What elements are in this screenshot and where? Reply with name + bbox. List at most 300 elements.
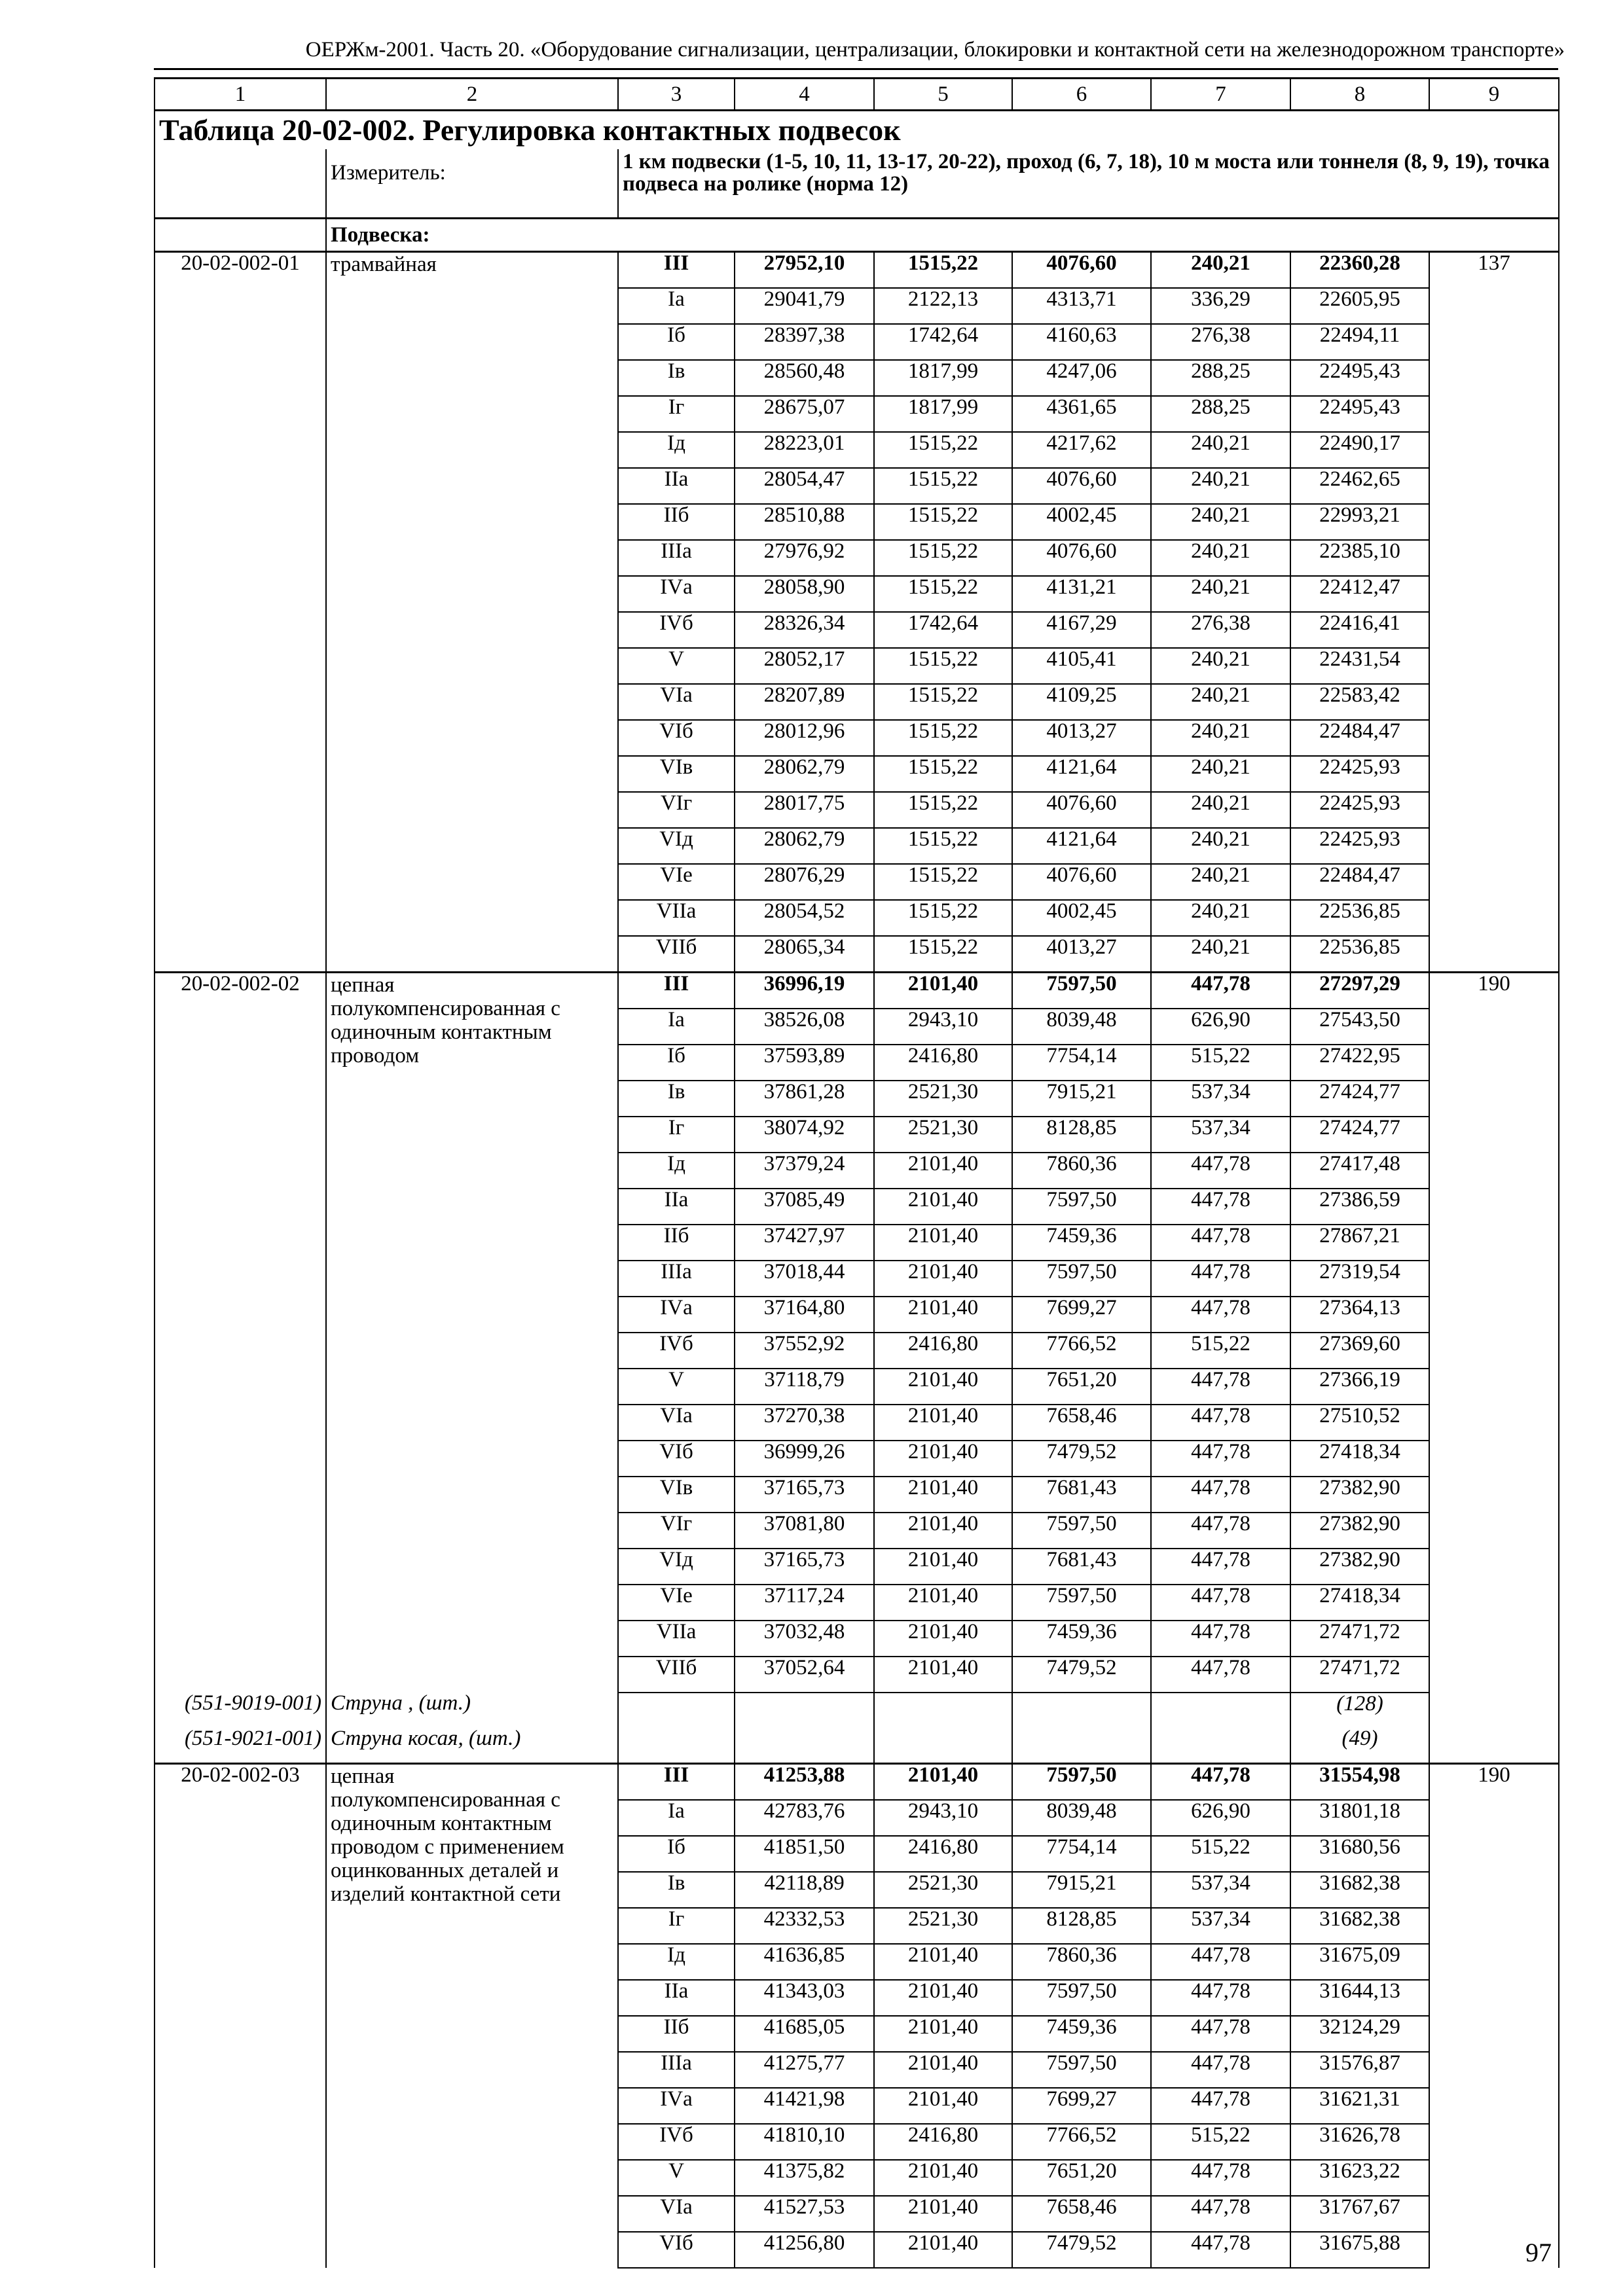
machinist-wages: 240,21 <box>1151 864 1290 900</box>
total-cost: 37052,64 <box>735 1657 874 1693</box>
machinist-wages: 537,34 <box>1151 1081 1290 1117</box>
wages: 1515,22 <box>874 576 1012 612</box>
machinist-wages: 537,34 <box>1151 1908 1290 1944</box>
machinist-wages: 240,21 <box>1151 576 1290 612</box>
total-cost: 42118,89 <box>735 1872 874 1908</box>
materials-cost: 31682,38 <box>1290 1872 1429 1908</box>
machinist-wages: 288,25 <box>1151 360 1290 396</box>
machinist-wages: 447,78 <box>1151 2052 1290 2088</box>
wages: 2101,40 <box>874 1764 1012 1801</box>
total-cost: 36999,26 <box>735 1441 874 1477</box>
wages: 2101,40 <box>874 1513 1012 1549</box>
total-cost: 28560,48 <box>735 360 874 396</box>
machinist-wages: 626,90 <box>1151 1009 1290 1045</box>
materials-cost: 22494,11 <box>1290 324 1429 360</box>
machine-cost: 7459,36 <box>1012 2016 1151 2052</box>
wages: 2101,40 <box>874 1261 1012 1297</box>
wages: 2101,40 <box>874 1549 1012 1585</box>
machinist-wages: 240,21 <box>1151 504 1290 540</box>
wages: 2101,40 <box>874 2016 1012 2052</box>
machinist-wages: 447,78 <box>1151 1189 1290 1225</box>
machinist-wages: 276,38 <box>1151 612 1290 648</box>
machine-cost: 7699,27 <box>1012 2088 1151 2124</box>
zone-code: VIв <box>618 756 735 792</box>
measure-row <box>155 149 1559 219</box>
zone-code: Iб <box>618 1045 735 1081</box>
wages: 2521,30 <box>874 1117 1012 1153</box>
zone-code: VIа <box>618 2196 735 2232</box>
wages: 1515,22 <box>874 900 1012 936</box>
machine-cost: 4013,27 <box>1012 720 1151 756</box>
machine-cost: 4076,60 <box>1012 864 1151 900</box>
materials-cost: 22462,65 <box>1290 468 1429 504</box>
wages: 1817,99 <box>874 396 1012 432</box>
machine-cost: 4076,60 <box>1012 468 1151 504</box>
machinist-wages: 447,78 <box>1151 1153 1290 1189</box>
machine-cost: 4121,64 <box>1012 756 1151 792</box>
total-cost: 41851,50 <box>735 1836 874 1872</box>
machinist-wages: 288,25 <box>1151 396 1290 432</box>
total-cost: 37085,49 <box>735 1189 874 1225</box>
page-number: 97 <box>1525 2238 1552 2267</box>
wages: 1515,22 <box>874 648 1012 684</box>
total-cost: 28062,79 <box>735 828 874 864</box>
total-cost: 41256,80 <box>735 2232 874 2268</box>
materials-cost: 31675,09 <box>1290 1944 1429 1980</box>
machinist-wages: 447,78 <box>1151 1261 1290 1297</box>
materials-cost: 22425,93 <box>1290 828 1429 864</box>
materials-cost: 31682,38 <box>1290 1908 1429 1944</box>
machine-cost: 7597,50 <box>1012 973 1151 1009</box>
zone-code: V <box>618 1369 735 1405</box>
col-number: 1 <box>155 79 326 111</box>
zone-code: Iа <box>618 288 735 324</box>
wages: 2101,40 <box>874 1477 1012 1513</box>
zone-code: Iг <box>618 396 735 432</box>
machinist-wages: 447,78 <box>1151 1549 1290 1585</box>
wages: 1515,22 <box>874 504 1012 540</box>
zone-code: Iа <box>618 1800 735 1836</box>
zone-code: VIд <box>618 1549 735 1585</box>
machine-cost: 7860,36 <box>1012 1153 1151 1189</box>
wages: 2101,40 <box>874 1297 1012 1333</box>
materials-cost: 22490,17 <box>1290 432 1429 468</box>
zone-code: V <box>618 648 735 684</box>
machine-cost: 4076,60 <box>1012 792 1151 828</box>
total-cost: 37593,89 <box>735 1045 874 1081</box>
zone-code: VIб <box>618 2232 735 2268</box>
materials-cost: 22425,93 <box>1290 756 1429 792</box>
total-cost: 41275,77 <box>735 2052 874 2088</box>
machine-cost: 4121,64 <box>1012 828 1151 864</box>
wages: 2521,30 <box>874 1872 1012 1908</box>
material-name: Струна косая, (шт.) <box>326 1728 618 1764</box>
machine-cost: 4361,65 <box>1012 396 1151 432</box>
total-cost: 37032,48 <box>735 1621 874 1657</box>
machine-cost: 4131,21 <box>1012 576 1151 612</box>
materials-cost: 22583,42 <box>1290 684 1429 720</box>
machine-cost: 4002,45 <box>1012 900 1151 936</box>
wages: 1515,22 <box>874 756 1012 792</box>
machinist-wages: 447,78 <box>1151 1585 1290 1621</box>
total-cost: 28058,90 <box>735 576 874 612</box>
wages: 1515,22 <box>874 468 1012 504</box>
machine-cost: 4013,27 <box>1012 936 1151 973</box>
wages: 2101,40 <box>874 1153 1012 1189</box>
zone-code: IIIа <box>618 2052 735 2088</box>
machinist-wages: 447,78 <box>1151 1441 1290 1477</box>
col-number: 9 <box>1429 79 1559 111</box>
machine-cost: 4076,60 <box>1012 252 1151 289</box>
wages: 2101,40 <box>874 2232 1012 2268</box>
materials-cost: 22993,21 <box>1290 504 1429 540</box>
total-cost: 37552,92 <box>735 1333 874 1369</box>
machinist-wages: 336,29 <box>1151 288 1290 324</box>
machinist-wages: 447,78 <box>1151 2196 1290 2232</box>
materials-cost: 22495,43 <box>1290 360 1429 396</box>
wages: 2101,40 <box>874 1369 1012 1405</box>
materials-cost: 27319,54 <box>1290 1261 1429 1297</box>
wages: 2101,40 <box>874 1944 1012 1980</box>
machinist-wages: 515,22 <box>1151 1836 1290 1872</box>
zone-code: Iг <box>618 1117 735 1153</box>
materials-cost: 27471,72 <box>1290 1657 1429 1693</box>
total-cost: 37018,44 <box>735 1261 874 1297</box>
wages: 1515,22 <box>874 720 1012 756</box>
zone-code: IIIа <box>618 540 735 576</box>
materials-cost: 22425,93 <box>1290 792 1429 828</box>
materials-cost: 27867,21 <box>1290 1225 1429 1261</box>
section-name: цепная полукомпенсированная с одиночным контактным проводом с применением оцинкованных деталей и изделий контактной сети <box>326 1764 618 2269</box>
zone-code: IVб <box>618 1333 735 1369</box>
machine-cost: 7597,50 <box>1012 1261 1151 1297</box>
zone-code: III <box>618 973 735 1009</box>
materials-cost: 27364,13 <box>1290 1297 1429 1333</box>
blank-cell <box>1012 1728 1151 1764</box>
total-cost: 28076,29 <box>735 864 874 900</box>
zone-code: V <box>618 2160 735 2196</box>
labor-hours: 137 <box>1429 252 1559 973</box>
zone-code: VIг <box>618 1513 735 1549</box>
section-code: 20-02-002-02 <box>155 973 326 1693</box>
total-cost: 41343,03 <box>735 1980 874 2016</box>
zone-code: Iв <box>618 1081 735 1117</box>
wages: 2101,40 <box>874 2052 1012 2088</box>
wages: 2943,10 <box>874 1009 1012 1045</box>
machine-cost: 4247,06 <box>1012 360 1151 396</box>
total-cost: 28054,47 <box>735 468 874 504</box>
total-cost: 28207,89 <box>735 684 874 720</box>
zone-code: IVа <box>618 576 735 612</box>
zone-code: IIб <box>618 504 735 540</box>
wages: 2101,40 <box>874 2160 1012 2196</box>
table-body <box>155 79 1559 2269</box>
machinist-wages: 240,21 <box>1151 468 1290 504</box>
zone-code: VIа <box>618 684 735 720</box>
total-cost: 41253,88 <box>735 1764 874 1801</box>
machinist-wages: 276,38 <box>1151 324 1290 360</box>
total-cost: 37118,79 <box>735 1369 874 1405</box>
wages: 2101,40 <box>874 2196 1012 2232</box>
total-cost: 28675,07 <box>735 396 874 432</box>
wages: 1515,22 <box>874 792 1012 828</box>
materials-cost: 22605,95 <box>1290 288 1429 324</box>
total-cost: 38074,92 <box>735 1117 874 1153</box>
materials-cost: 27424,77 <box>1290 1081 1429 1117</box>
suspension-row <box>155 219 1559 252</box>
machinist-wages: 240,21 <box>1151 252 1290 289</box>
machine-cost: 7658,46 <box>1012 1405 1151 1441</box>
machine-cost: 7651,20 <box>1012 1369 1151 1405</box>
machine-cost: 7681,43 <box>1012 1549 1151 1585</box>
machinist-wages: 447,78 <box>1151 1477 1290 1513</box>
total-cost: 36996,19 <box>735 973 874 1009</box>
wages: 2101,40 <box>874 1657 1012 1693</box>
materials-cost: 27297,29 <box>1290 973 1429 1009</box>
machine-cost: 7479,52 <box>1012 1657 1151 1693</box>
wages: 2416,80 <box>874 1836 1012 1872</box>
materials-cost: 31801,18 <box>1290 1800 1429 1836</box>
zone-code: IVб <box>618 2124 735 2160</box>
materials-cost: 22431,54 <box>1290 648 1429 684</box>
wages: 2416,80 <box>874 2124 1012 2160</box>
materials-cost: 22412,47 <box>1290 576 1429 612</box>
machinist-wages: 515,22 <box>1151 2124 1290 2160</box>
machinist-wages: 537,34 <box>1151 1117 1290 1153</box>
machinist-wages: 240,21 <box>1151 540 1290 576</box>
wages: 1515,22 <box>874 936 1012 973</box>
zone-code: VIе <box>618 864 735 900</box>
zone-code: VIб <box>618 1441 735 1477</box>
wages: 2101,40 <box>874 1225 1012 1261</box>
machinist-wages: 447,78 <box>1151 1764 1290 1801</box>
zone-code: IIIа <box>618 1261 735 1297</box>
zone-code: VIIа <box>618 900 735 936</box>
materials-cost: 31623,22 <box>1290 2160 1429 2196</box>
material-code: (551-9021-001) <box>155 1728 326 1764</box>
materials-cost: 31644,13 <box>1290 1980 1429 2016</box>
labor-hours: 190 <box>1429 1764 1559 2269</box>
machine-cost: 7459,36 <box>1012 1621 1151 1657</box>
machine-cost: 4313,71 <box>1012 288 1151 324</box>
wages: 2416,80 <box>874 1333 1012 1369</box>
total-cost: 28326,34 <box>735 612 874 648</box>
zone-code: IIа <box>618 1189 735 1225</box>
blank-cell <box>1151 1693 1290 1728</box>
material-row <box>155 1728 1559 1764</box>
machine-cost: 4105,41 <box>1012 648 1151 684</box>
machinist-wages: 537,34 <box>1151 1872 1290 1908</box>
total-cost: 41685,05 <box>735 2016 874 2052</box>
zone-code: Iв <box>618 360 735 396</box>
materials-cost: 22536,85 <box>1290 900 1429 936</box>
machine-cost: 7479,52 <box>1012 1441 1151 1477</box>
materials-cost: 27382,90 <box>1290 1513 1429 1549</box>
materials-cost: 27417,48 <box>1290 1153 1429 1189</box>
machine-cost: 7597,50 <box>1012 1764 1151 1801</box>
machinist-wages: 240,21 <box>1151 432 1290 468</box>
zone-code: Iб <box>618 324 735 360</box>
machine-cost: 4002,45 <box>1012 504 1151 540</box>
materials-cost: 27422,95 <box>1290 1045 1429 1081</box>
total-cost: 37165,73 <box>735 1477 874 1513</box>
zone-code: IVа <box>618 2088 735 2124</box>
zone-code: Iд <box>618 1153 735 1189</box>
machinist-wages: 240,21 <box>1151 684 1290 720</box>
materials-cost: 22536,85 <box>1290 936 1429 973</box>
material-name: Струна , (шт.) <box>326 1693 618 1728</box>
blank-cell <box>618 1728 735 1764</box>
machine-cost: 4167,29 <box>1012 612 1151 648</box>
machinist-wages: 515,22 <box>1151 1333 1290 1369</box>
machinist-wages: 447,78 <box>1151 1405 1290 1441</box>
total-cost: 28510,88 <box>735 504 874 540</box>
machinist-wages: 240,21 <box>1151 936 1290 973</box>
table-row <box>155 1764 1559 1801</box>
materials-cost: 27386,59 <box>1290 1189 1429 1225</box>
machinist-wages: 626,90 <box>1151 1800 1290 1836</box>
wages: 2416,80 <box>874 1045 1012 1081</box>
price-table <box>154 77 1559 2269</box>
zone-code: VIд <box>618 828 735 864</box>
machinist-wages: 240,21 <box>1151 648 1290 684</box>
total-cost: 37427,97 <box>735 1225 874 1261</box>
materials-cost: 31554,98 <box>1290 1764 1429 1801</box>
zone-code: VIе <box>618 1585 735 1621</box>
machinist-wages: 240,21 <box>1151 828 1290 864</box>
header-rule <box>154 68 1558 70</box>
blank-cell <box>618 1693 735 1728</box>
col-number: 4 <box>735 79 874 111</box>
machine-cost: 7597,50 <box>1012 1189 1151 1225</box>
machine-cost: 4160,63 <box>1012 324 1151 360</box>
col-number: 8 <box>1290 79 1429 111</box>
blank-cell <box>155 149 326 219</box>
total-cost: 41636,85 <box>735 1944 874 1980</box>
zone-code: VIв <box>618 1477 735 1513</box>
zone-code: III <box>618 1764 735 1801</box>
measure-label: Измеритель: <box>326 149 618 219</box>
machine-cost: 7766,52 <box>1012 1333 1151 1369</box>
total-cost: 37165,73 <box>735 1549 874 1585</box>
wages: 1515,22 <box>874 684 1012 720</box>
materials-cost: 22416,41 <box>1290 612 1429 648</box>
machine-cost: 7766,52 <box>1012 2124 1151 2160</box>
total-cost: 38526,08 <box>735 1009 874 1045</box>
material-row <box>155 1693 1559 1728</box>
machinist-wages: 447,78 <box>1151 1513 1290 1549</box>
section-code: 20-02-002-03 <box>155 1764 326 2269</box>
machine-cost: 7860,36 <box>1012 1944 1151 1980</box>
total-cost: 28397,38 <box>735 324 874 360</box>
machine-cost: 7459,36 <box>1012 1225 1151 1261</box>
materials-cost: 22495,43 <box>1290 396 1429 432</box>
machinist-wages: 447,78 <box>1151 2160 1290 2196</box>
machinist-wages: 447,78 <box>1151 2016 1290 2052</box>
total-cost: 41421,98 <box>735 2088 874 2124</box>
zone-code: IVа <box>618 1297 735 1333</box>
zone-code: VIIб <box>618 1657 735 1693</box>
machinist-wages: 515,22 <box>1151 1045 1290 1081</box>
total-cost: 37117,24 <box>735 1585 874 1621</box>
total-cost: 42783,76 <box>735 1800 874 1836</box>
total-cost: 41527,53 <box>735 2196 874 2232</box>
materials-cost: 27382,90 <box>1290 1549 1429 1585</box>
materials-cost: 27543,50 <box>1290 1009 1429 1045</box>
total-cost: 28054,52 <box>735 900 874 936</box>
machinist-wages: 447,78 <box>1151 1297 1290 1333</box>
blank-cell <box>1012 1693 1151 1728</box>
wages: 2521,30 <box>874 1081 1012 1117</box>
machine-cost: 7658,46 <box>1012 2196 1151 2232</box>
machinist-wages: 240,21 <box>1151 756 1290 792</box>
labor-hours: 190 <box>1429 973 1559 1764</box>
material-code: (551-9019-001) <box>155 1693 326 1728</box>
suspension-label: Подвеска: <box>326 219 1559 252</box>
col-number: 5 <box>874 79 1012 111</box>
section-name: трамвайная <box>326 252 618 973</box>
materials-cost: 27382,90 <box>1290 1477 1429 1513</box>
total-cost: 28012,96 <box>735 720 874 756</box>
materials-cost: 22385,10 <box>1290 540 1429 576</box>
blank-cell <box>735 1728 874 1764</box>
section-code: 20-02-002-01 <box>155 252 326 973</box>
total-cost: 37861,28 <box>735 1081 874 1117</box>
machinist-wages: 240,21 <box>1151 900 1290 936</box>
zone-code: IIа <box>618 1980 735 2016</box>
wages: 2101,40 <box>874 2088 1012 2124</box>
wages: 1515,22 <box>874 540 1012 576</box>
materials-cost: 31767,67 <box>1290 2196 1429 2232</box>
table-row <box>155 252 1559 289</box>
machine-cost: 8128,85 <box>1012 1117 1151 1153</box>
machinist-wages: 447,78 <box>1151 1225 1290 1261</box>
machinist-wages: 447,78 <box>1151 973 1290 1009</box>
blank-cell <box>874 1693 1012 1728</box>
material-quantity: (128) <box>1290 1693 1429 1728</box>
materials-cost: 27418,34 <box>1290 1441 1429 1477</box>
blank-cell <box>1151 1728 1290 1764</box>
col-number: 2 <box>326 79 618 111</box>
machine-cost: 4217,62 <box>1012 432 1151 468</box>
materials-cost: 31576,87 <box>1290 2052 1429 2088</box>
machine-cost: 8128,85 <box>1012 1908 1151 1944</box>
wages: 1515,22 <box>874 252 1012 289</box>
total-cost: 41810,10 <box>735 2124 874 2160</box>
machinist-wages: 447,78 <box>1151 1944 1290 1980</box>
wages: 2101,40 <box>874 1189 1012 1225</box>
total-cost: 27952,10 <box>735 252 874 289</box>
machinist-wages: 447,78 <box>1151 1621 1290 1657</box>
material-quantity: (49) <box>1290 1728 1429 1764</box>
zone-code: IIб <box>618 2016 735 2052</box>
materials-cost: 31621,31 <box>1290 2088 1429 2124</box>
machine-cost: 7915,21 <box>1012 1081 1151 1117</box>
machine-cost: 4109,25 <box>1012 684 1151 720</box>
materials-cost: 22360,28 <box>1290 252 1429 289</box>
total-cost: 37081,80 <box>735 1513 874 1549</box>
col-number: 7 <box>1151 79 1290 111</box>
machinist-wages: 447,78 <box>1151 1657 1290 1693</box>
total-cost: 42332,53 <box>735 1908 874 1944</box>
machinist-wages: 447,78 <box>1151 2232 1290 2268</box>
col-number: 6 <box>1012 79 1151 111</box>
wages: 2101,40 <box>874 1621 1012 1657</box>
machine-cost: 7597,50 <box>1012 1513 1151 1549</box>
materials-cost: 27424,77 <box>1290 1117 1429 1153</box>
wages: 2943,10 <box>874 1800 1012 1836</box>
blank-cell <box>155 219 326 252</box>
